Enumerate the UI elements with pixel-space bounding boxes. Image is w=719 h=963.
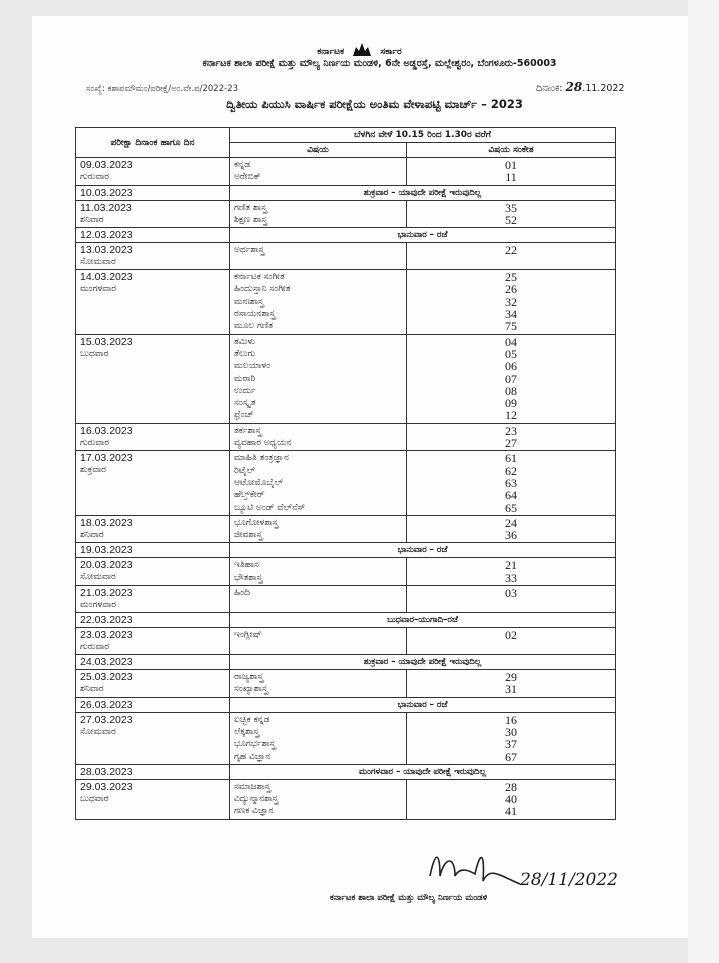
exam-date: 10.03.2023 xyxy=(80,186,133,199)
holiday-note: ಶುಕ್ರವಾರ – ಯಾವುದೇ ಪರೀಕ್ಷೆ ಇರುವುದಿಲ್ಲ xyxy=(230,655,616,670)
subject-name: ಸಮಾಜಶಾಸ್ತ್ರ xyxy=(234,781,271,792)
date-cell xyxy=(76,613,230,628)
subject-code: 35 xyxy=(505,200,517,215)
date-cell xyxy=(76,334,230,423)
subject-code: 30 xyxy=(505,724,517,739)
subjects-cell xyxy=(230,451,407,515)
page-edge xyxy=(688,0,719,963)
subjects-cell xyxy=(230,712,407,764)
col-subject-header: ವಿಷಯ xyxy=(230,143,407,158)
col-date-header: ಪರೀಕ್ಷಾ ದಿನಾಂಕ ಹಾಗೂ ದಿನ xyxy=(76,128,230,158)
subject-name: ಶಿಕ್ಷಣ ಶಾಸ್ತ್ರ xyxy=(234,214,267,225)
codes-cell xyxy=(407,515,616,543)
issue-date xyxy=(536,80,625,94)
subjects-cell xyxy=(230,779,407,819)
exam-date: 14.03.2023 xyxy=(80,271,133,284)
subject-code: 40 xyxy=(505,792,517,807)
subject-name: ವಿದ್ಯುನ್ಮಾನಶಾಸ್ತ್ರ xyxy=(234,794,279,805)
subjects-cell xyxy=(230,270,407,334)
date-cell xyxy=(76,779,230,819)
exam-date: 27.03.2023 xyxy=(80,713,133,726)
subject-name: ಮೂಲ ಗಣಿತ xyxy=(234,321,274,332)
time-header: ಬೆಳಗಿನ ವೇಳೆ 10.15 ರಿಂದ 1.30ರ ವರೆಗೆ xyxy=(230,128,616,143)
subject-name: ಮಲಯಾಳಂ xyxy=(234,361,271,372)
subject-code: 05 xyxy=(505,346,517,361)
subject-code: 06 xyxy=(505,359,517,374)
subject-name: ಅರ್ಥಶಾಸ್ತ್ರ xyxy=(234,245,265,256)
table-row xyxy=(76,423,616,451)
col-code-header: ವಿಷಯ ಸಂಕೇತ xyxy=(407,143,616,158)
holiday-note: ಭಾನುವಾರ – ರಜೆ xyxy=(230,543,616,558)
subject-code: 16 xyxy=(505,712,517,727)
date-cell xyxy=(76,270,230,334)
date-cell xyxy=(76,586,230,613)
exam-day: ಗುರುವಾರ xyxy=(80,437,110,448)
date-cell xyxy=(76,158,230,186)
exam-day: ಬುಧವಾರ xyxy=(80,793,109,804)
subject-name: ರಿಟೈಲ್ xyxy=(234,465,256,476)
exam-day: ಮಂಗಳವಾರ xyxy=(80,284,117,295)
subject-code: 75 xyxy=(505,319,517,334)
subject-code: 32 xyxy=(505,294,517,309)
exam-date: 24.03.2023 xyxy=(80,656,133,669)
subject-name: ಸಂಸ್ಕೃತ xyxy=(234,398,256,409)
gov-text-right: ಸರ್ಕಾರ xyxy=(380,47,402,57)
document-title: ದ್ವಿತೀಯ ಪಿಯುಸಿ ವಾರ್ಷಿಕ ಪರೀಕ್ಷೆಯ ಅಂತಿಮ ವೇಳಾಪಟ್ಟಿ ಮಾರ್ಚ್ – 2023 xyxy=(226,97,523,111)
codes-cell xyxy=(407,158,616,186)
subject-name: ಕನ್ನಡ xyxy=(234,160,251,170)
subject-code: 02 xyxy=(505,628,517,643)
signature xyxy=(425,846,525,891)
subject-code: 09 xyxy=(505,396,517,411)
date-day-handwritten: 28 xyxy=(565,80,583,94)
holiday-note: ಶುಕ್ರವಾರ – ಯಾವುದೇ ಪರೀಕ್ಷೆ ಇರುವುದಿಲ್ಲ xyxy=(230,185,616,200)
date-label: ದಿನಾಂಕ: xyxy=(536,83,563,94)
exam-day: ಮಂಗಳವಾರ xyxy=(80,600,117,611)
table-row xyxy=(76,779,616,819)
table-row xyxy=(76,243,616,270)
subject-code: 67 xyxy=(505,749,517,764)
subject-name: ಭೂಗರ್ಭಶಾಸ್ತ್ರ xyxy=(234,739,276,750)
table-row xyxy=(76,158,616,186)
exam-day: ಸೋಮವಾರ xyxy=(80,726,116,737)
subject-code: 61 xyxy=(505,451,517,466)
subject-name: ಮರಾಠಿ xyxy=(234,373,256,384)
exam-date: 25.03.2023 xyxy=(80,671,133,684)
subject-name: ಉರ್ದು xyxy=(234,385,256,396)
subject-code: 07 xyxy=(505,371,517,386)
subject-code: 63 xyxy=(505,475,517,490)
subjects-cell xyxy=(230,158,407,186)
subjects-cell xyxy=(230,423,407,451)
exam-date: 22.03.2023 xyxy=(80,614,133,627)
subjects-cell xyxy=(230,515,407,543)
date-cell xyxy=(76,423,230,451)
table-row xyxy=(76,451,616,515)
gov-text-left: ಕರ್ನಾಟಕ xyxy=(317,47,345,57)
subject-name: ಭೌತಶಾಸ್ತ್ರ xyxy=(234,572,263,583)
subject-code: 31 xyxy=(505,682,517,697)
reference-number: ಸಂಖ್ಯೆ: ಕಶಾಪಮೌಮಂ/ಪರೀಕ್ಷೆ/ಅಂ.ವೇ.ಪ/2022-23 xyxy=(86,84,239,94)
subject-name: ತರ್ಕಶಾಸ್ತ್ರ xyxy=(234,425,262,436)
subject-code: 41 xyxy=(505,804,517,819)
holiday-row xyxy=(76,655,616,670)
codes-cell xyxy=(407,243,616,270)
codes-cell xyxy=(407,670,616,698)
exam-date: 21.03.2023 xyxy=(80,587,133,600)
exam-day: ಗುರುವಾರ xyxy=(80,172,110,182)
subjects-cell xyxy=(230,586,407,613)
codes-cell xyxy=(407,712,616,764)
date-cell xyxy=(76,243,230,270)
subjects-cell xyxy=(230,670,407,698)
table-row xyxy=(76,712,616,764)
date-cell xyxy=(76,200,230,228)
exam-date: 18.03.2023 xyxy=(80,516,133,529)
exam-date: 23.03.2023 xyxy=(80,629,133,642)
exam-date: 26.03.2023 xyxy=(80,698,133,711)
subject-name: ಸಂಖ್ಯಾಶಾಸ್ತ್ರ xyxy=(234,684,268,695)
holiday-row xyxy=(76,543,616,558)
codes-cell xyxy=(407,558,616,586)
date-cell xyxy=(76,764,230,779)
table-row xyxy=(76,670,616,698)
exam-day: ಸೋಮವಾರ xyxy=(80,257,116,268)
date-cell xyxy=(76,628,230,655)
table-row xyxy=(76,586,616,613)
exam-day: ಶನಿವಾರ xyxy=(80,684,104,695)
exam-date: 11.03.2023 xyxy=(80,201,132,214)
exam-day: ಸೋಮವಾರ xyxy=(80,572,116,583)
date-cell xyxy=(76,228,230,243)
subject-name: ಕರ್ನಾಟಕ ಸಂಗೀತ xyxy=(234,272,285,283)
holiday-note: ಬುಧವಾರ–ಯುಗಾದಿ–ರಜೆ xyxy=(230,613,616,628)
subject-name: ಫ್ರೆಂಚ್ xyxy=(234,410,254,421)
holiday-row xyxy=(76,185,616,200)
date-cell xyxy=(76,515,230,543)
subject-code: 24 xyxy=(505,515,517,530)
exam-date: 20.03.2023 xyxy=(80,559,133,572)
subject-code: 04 xyxy=(505,334,517,349)
subject-name: ತೆಲುಗು xyxy=(234,348,256,359)
subject-code: 22 xyxy=(505,243,517,258)
board-address: ಕರ್ನಾಟಕ ಶಾಲಾ ಪರೀಕ್ಷೆ ಮತ್ತು ಮೌಲ್ಯ ನಿರ್ಣಯ ಮಂಡಳಿ, 6ನೇ ಅಡ್ಡರಸ್ತೆ, ಮಲ್ಲೇಶ್ವರಂ, ಬೆಂಗಳೂರು-560003 xyxy=(202,58,557,69)
subject-name: ಐಚ್ಛಿಕ ಕನ್ನಡ xyxy=(234,714,270,725)
subject-name: ಹಿಂದಿ xyxy=(234,588,250,599)
timetable xyxy=(75,127,616,820)
subject-code: 65 xyxy=(505,500,517,515)
codes-cell xyxy=(407,628,616,655)
date-cell xyxy=(76,697,230,712)
subject-code: 12 xyxy=(505,408,517,423)
header-row xyxy=(76,128,616,143)
exam-day: ಗುರುವಾರ xyxy=(80,642,110,653)
subject-code: 52 xyxy=(505,212,517,227)
subject-code: 27 xyxy=(505,436,517,451)
exam-date: 19.03.2023 xyxy=(80,544,133,557)
subject-code: 11 xyxy=(505,170,517,185)
subject-code: 33 xyxy=(505,570,517,585)
date-cell xyxy=(76,558,230,586)
table-row xyxy=(76,628,616,655)
exam-date: 29.03.2023 xyxy=(80,780,133,793)
exam-day: ಬುಧವಾರ xyxy=(80,348,109,359)
date-cell xyxy=(76,712,230,764)
exam-date: 15.03.2023 xyxy=(80,335,133,348)
subject-code: 01 xyxy=(505,158,517,172)
date-cell xyxy=(76,185,230,200)
subject-name: ರಸಾಯನಶಾಸ್ತ್ರ xyxy=(234,309,276,320)
table-row xyxy=(76,515,616,543)
subjects-cell xyxy=(230,200,407,228)
holiday-row xyxy=(76,228,616,243)
holiday-row xyxy=(76,764,616,779)
subject-name: ಹಿಂದುಸ್ತಾನಿ ಸಂಗೀತ xyxy=(234,284,291,295)
date-cell xyxy=(76,543,230,558)
subject-name: ಬ್ಯೂಟಿ ಅಂಡ್ ವೆಲ್‌ನೆಸ್ xyxy=(234,502,306,513)
subjects-cell xyxy=(230,628,407,655)
subject-code: 08 xyxy=(505,383,517,398)
subject-name: ಇಂಗ್ಲೀಷ್ xyxy=(234,630,262,641)
exam-date: 28.03.2023 xyxy=(80,765,133,778)
date-cell xyxy=(76,655,230,670)
subject-name: ಮಾಹಿತಿ ತಂತ್ರಜ್ಞಾನ xyxy=(234,453,289,464)
subject-code: 21 xyxy=(505,558,517,573)
exam-day: ಶುಕ್ರವಾರ xyxy=(80,465,106,476)
subject-name: ಗಣಿತ ಶಾಸ್ತ್ರ xyxy=(234,202,267,213)
subject-code: 03 xyxy=(505,586,517,601)
subject-name: ವ್ಯವಹಾರ ಅಧ್ಯಯನ xyxy=(234,438,292,449)
holiday-row xyxy=(76,613,616,628)
subject-code: 37 xyxy=(505,737,517,752)
date-cell xyxy=(76,451,230,515)
holiday-row xyxy=(76,697,616,712)
codes-cell xyxy=(407,451,616,515)
subject-name: ಭೂಗೋಳಶಾಸ್ತ್ರ xyxy=(234,517,279,528)
holiday-note: ಭಾನುವಾರ – ರಜೆ xyxy=(230,697,616,712)
subject-name: ಲೆಕ್ಕಶಾಸ್ತ್ರ xyxy=(234,726,260,737)
subject-name: ತಮಿಳು xyxy=(234,336,256,347)
codes-cell xyxy=(407,586,616,613)
exam-date: 16.03.2023 xyxy=(80,424,133,437)
signature-date: 28/11/2022 xyxy=(520,870,618,890)
exam-day: ಶನಿವಾರ xyxy=(80,214,104,225)
subject-code: 62 xyxy=(505,463,517,478)
subject-name: ರಾಜ್ಯಶಾಸ್ತ್ರ xyxy=(234,672,264,683)
subject-code: 34 xyxy=(505,307,517,322)
table-row xyxy=(76,270,616,334)
subject-name: ಹೆಲ್ತ್‌ಕೇರ್ xyxy=(234,490,265,501)
subject-name: ಗಣಕ ವಿಜ್ಞಾನ xyxy=(234,806,274,817)
codes-cell xyxy=(407,200,616,228)
exam-date: 17.03.2023 xyxy=(80,452,133,465)
table-row xyxy=(76,334,616,423)
subject-code: 36 xyxy=(505,528,517,543)
government-heading xyxy=(0,42,719,57)
subject-name: ಗೃಹ ವಿಜ್ಞಾನ xyxy=(234,751,271,762)
date-rest: .11.2022 xyxy=(582,83,625,94)
subject-code: 64 xyxy=(505,488,517,503)
subject-code: 25 xyxy=(505,270,517,285)
table-row xyxy=(76,200,616,228)
subjects-cell xyxy=(230,558,407,586)
state-emblem-icon xyxy=(351,42,373,56)
subject-code: 29 xyxy=(505,670,517,685)
codes-cell xyxy=(407,334,616,423)
subject-name: ಆಟೋಮೊಬೈಲ್ xyxy=(234,477,284,488)
codes-cell xyxy=(407,423,616,451)
subject-code: 28 xyxy=(505,779,517,794)
holiday-note: ಮಂಗಳವಾರ – ಯಾವುದೇ ಪರೀಕ್ಷೆ ಇರುವುದಿಲ್ಲ xyxy=(230,764,616,779)
codes-cell xyxy=(407,270,616,334)
subject-name: ಜೀವಶಾಸ್ತ್ರ xyxy=(234,530,263,541)
exam-date: 12.03.2023 xyxy=(80,229,133,242)
subject-name: ಮನಃಶಾಸ್ತ್ರ xyxy=(234,296,264,307)
subject-name: ಅರೇಬಿಕ್ xyxy=(234,172,261,183)
codes-cell xyxy=(407,779,616,819)
date-cell xyxy=(76,670,230,698)
subject-code: 26 xyxy=(505,282,517,297)
subjects-cell xyxy=(230,334,407,423)
subject-name: ಇತಿಹಾಸ xyxy=(234,560,259,571)
exam-date: 09.03.2023 xyxy=(80,159,133,171)
table-row xyxy=(76,558,616,586)
signatory: ಕರ್ನಾಟಕ ಶಾಲಾ ಪರೀಕ್ಷೆ ಮತ್ತು ಮೌಲ್ಯ ನಿರ್ಣಯ ಮಂಡಳಿ xyxy=(330,893,488,903)
exam-day: ಶನಿವಾರ xyxy=(80,529,104,540)
holiday-note: ಭಾನುವಾರ – ರಜೆ xyxy=(230,228,616,243)
subject-code: 23 xyxy=(505,423,517,438)
subjects-cell xyxy=(230,243,407,270)
exam-date: 13.03.2023 xyxy=(80,244,133,257)
